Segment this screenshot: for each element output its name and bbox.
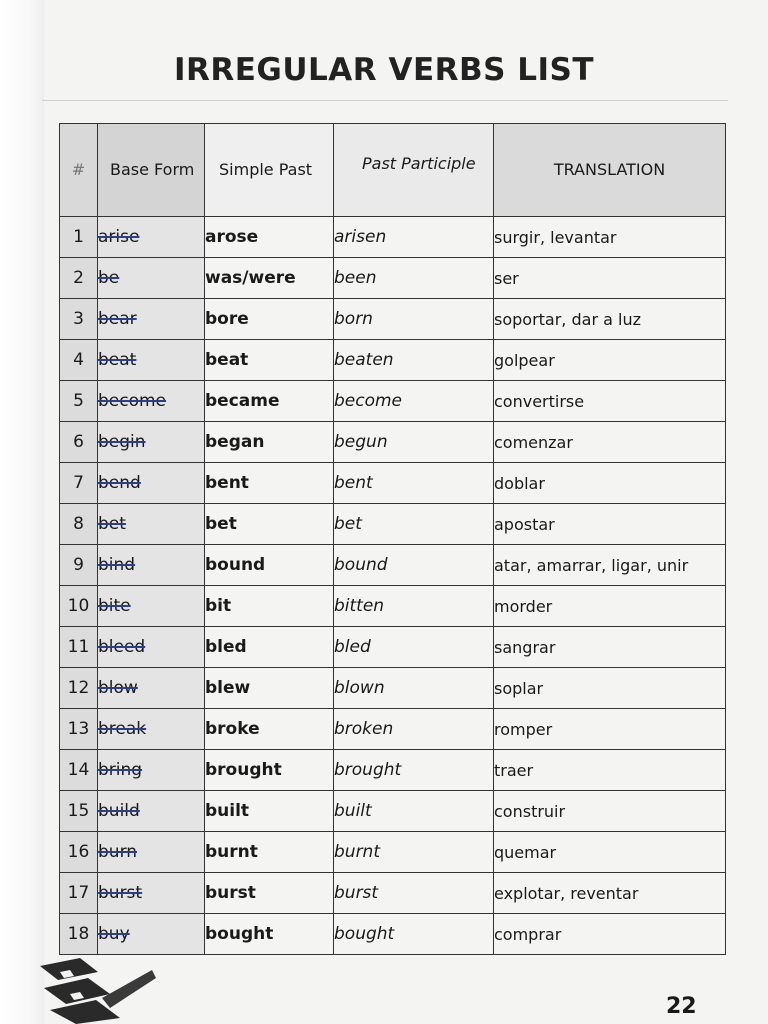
page-number: 22 (666, 994, 697, 1019)
table-row (60, 299, 726, 340)
verb-simple-past: began (205, 422, 334, 463)
verb-simple-past: bought (205, 914, 334, 955)
table-row (60, 422, 726, 463)
verb-translation: doblar (494, 463, 726, 504)
verb-base-form (98, 627, 205, 668)
verb-base-form (98, 791, 205, 832)
verb-past-participle: been (334, 258, 494, 299)
verb-translation: ser (494, 258, 726, 299)
verb-past-participle: arisen (334, 217, 494, 258)
verb-base-form-text: arise (98, 227, 140, 247)
verb-simple-past: bent (205, 463, 334, 504)
verb-number: 14 (60, 750, 98, 791)
verb-base-form (98, 422, 205, 463)
verb-translation: traer (494, 750, 726, 791)
table-row (60, 668, 726, 709)
verb-base-form (98, 258, 205, 299)
verb-number: 13 (60, 709, 98, 750)
verb-past-participle: begun (334, 422, 494, 463)
verb-base-form (98, 914, 205, 955)
verb-translation: sangrar (494, 627, 726, 668)
verb-number: 18 (60, 914, 98, 955)
verb-simple-past: beat (205, 340, 334, 381)
verb-number: 3 (60, 299, 98, 340)
verb-number: 17 (60, 873, 98, 914)
verb-base-form (98, 586, 205, 627)
verb-base-form-text: bleed (98, 637, 146, 657)
header-number: # (60, 124, 98, 217)
verb-base-form (98, 873, 205, 914)
table-row (60, 545, 726, 586)
table-row (60, 873, 726, 914)
table-row (60, 627, 726, 668)
verb-number: 7 (60, 463, 98, 504)
verb-base-form-text: bite (98, 596, 131, 616)
verb-past-participle: brought (334, 750, 494, 791)
verb-past-participle: bought (334, 914, 494, 955)
verb-past-participle: bet (334, 504, 494, 545)
verb-base-form-text: bind (98, 555, 136, 575)
verb-base-form-text: bring (98, 760, 143, 780)
verb-simple-past: blew (205, 668, 334, 709)
page-edge (0, 0, 44, 1024)
verb-number: 12 (60, 668, 98, 709)
verb-base-form (98, 463, 205, 504)
table-header-row (60, 124, 726, 217)
verb-translation: construir (494, 791, 726, 832)
verb-base-form-text: blow (98, 678, 138, 698)
verb-base-form (98, 299, 205, 340)
verb-simple-past: bet (205, 504, 334, 545)
verb-past-participle: bound (334, 545, 494, 586)
table-row (60, 258, 726, 299)
verb-base-form (98, 750, 205, 791)
page-title: IRREGULAR VERBS LIST (173, 52, 595, 88)
verb-base-form-text: burn (98, 842, 138, 862)
verb-number: 10 (60, 586, 98, 627)
verb-base-form (98, 668, 205, 709)
verb-translation: comprar (494, 914, 726, 955)
verb-simple-past: built (205, 791, 334, 832)
verb-number: 2 (60, 258, 98, 299)
verb-number: 8 (60, 504, 98, 545)
verb-base-form-text: bet (98, 514, 126, 534)
verb-translation: surgir, levantar (494, 217, 726, 258)
verb-simple-past: burst (205, 873, 334, 914)
irregular-verbs-table (59, 123, 726, 955)
verb-past-participle: burst (334, 873, 494, 914)
table-row (60, 340, 726, 381)
verb-translation: morder (494, 586, 726, 627)
verb-translation: atar, amarrar, ligar, unir (494, 545, 726, 586)
table-row (60, 586, 726, 627)
verb-base-form (98, 340, 205, 381)
header-translation: TRANSLATION (494, 124, 726, 217)
verb-base-form-text: bend (98, 473, 141, 493)
verb-past-participle: blown (334, 668, 494, 709)
verb-number: 4 (60, 340, 98, 381)
verb-past-participle: bled (334, 627, 494, 668)
verb-base-form (98, 217, 205, 258)
verb-simple-past: bound (205, 545, 334, 586)
verb-base-form-text: build (98, 801, 140, 821)
verb-base-form-text: bear (98, 309, 137, 329)
verb-simple-past: was/were (205, 258, 334, 299)
verb-past-participle: built (334, 791, 494, 832)
table-row (60, 709, 726, 750)
verb-simple-past: bit (205, 586, 334, 627)
verb-translation: apostar (494, 504, 726, 545)
verb-translation: convertirse (494, 381, 726, 422)
verb-number: 5 (60, 381, 98, 422)
verb-base-form-text: break (98, 719, 147, 739)
table-row (60, 217, 726, 258)
verb-translation: romper (494, 709, 726, 750)
verb-base-form-text: beat (98, 350, 137, 370)
verb-past-participle: born (334, 299, 494, 340)
verb-translation: soportar, dar a luz (494, 299, 726, 340)
header-past-participle: Past Participle (334, 124, 494, 217)
verb-base-form (98, 545, 205, 586)
verb-simple-past: bore (205, 299, 334, 340)
verb-translation: comenzar (494, 422, 726, 463)
table-row (60, 791, 726, 832)
table-row (60, 750, 726, 791)
verb-base-form (98, 504, 205, 545)
header-base-form: Base Form (98, 124, 205, 217)
table-row (60, 504, 726, 545)
verb-base-form (98, 381, 205, 422)
verb-translation: explotar, reventar (494, 873, 726, 914)
verb-simple-past: became (205, 381, 334, 422)
verb-number: 15 (60, 791, 98, 832)
table-row (60, 914, 726, 955)
verb-base-form (98, 832, 205, 873)
verb-past-participle: burnt (334, 832, 494, 873)
verb-base-form-text: buy (98, 924, 130, 944)
publisher-logo-icon (40, 958, 160, 1024)
verb-base-form (98, 709, 205, 750)
verb-simple-past: brought (205, 750, 334, 791)
verb-translation: golpear (494, 340, 726, 381)
verb-past-participle: broken (334, 709, 494, 750)
verb-number: 9 (60, 545, 98, 586)
verb-base-form-text: begin (98, 432, 146, 452)
verb-simple-past: bled (205, 627, 334, 668)
verb-past-participle: become (334, 381, 494, 422)
verb-number: 16 (60, 832, 98, 873)
title-divider (42, 100, 728, 101)
table-row (60, 463, 726, 504)
verb-translation: soplar (494, 668, 726, 709)
verb-past-participle: bent (334, 463, 494, 504)
verb-base-form-text: become (98, 391, 167, 411)
table-row (60, 381, 726, 422)
verb-simple-past: burnt (205, 832, 334, 873)
verb-number: 11 (60, 627, 98, 668)
verb-simple-past: broke (205, 709, 334, 750)
verb-past-participle: bitten (334, 586, 494, 627)
header-simple-past: Simple Past (205, 124, 334, 217)
verb-past-participle: beaten (334, 340, 494, 381)
verb-base-form-text: be (98, 268, 120, 288)
verb-translation: quemar (494, 832, 726, 873)
verb-number: 6 (60, 422, 98, 463)
table-body (60, 217, 726, 955)
verb-simple-past: arose (205, 217, 334, 258)
table-row (60, 832, 726, 873)
verb-number: 1 (60, 217, 98, 258)
verb-base-form-text: burst (98, 883, 143, 903)
